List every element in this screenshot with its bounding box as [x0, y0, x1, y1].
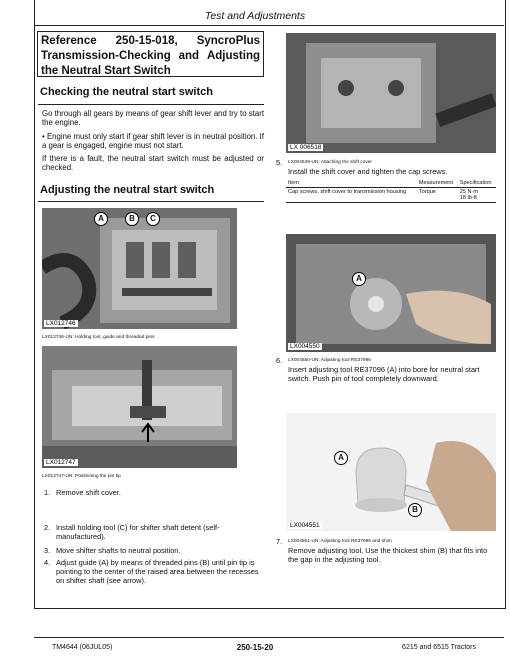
footer-doc-id: TM4644 (06JUL05) — [52, 644, 113, 651]
checking-heading: Checking the neutral start switch — [40, 86, 213, 98]
step-number: 1. — [44, 488, 51, 497]
footer-page-number: 250-15-20 — [236, 643, 274, 652]
step-text: Install the shift cover and tighten the cap screws. — [288, 167, 448, 176]
step-number: 4. — [44, 558, 51, 567]
reference-line3: the Neutral Start Switch — [41, 65, 171, 77]
reference-line2-a: Transmission-Checking — [41, 50, 171, 62]
reference-line2-b: and — [178, 50, 200, 62]
reference-product: SyncroPlus — [196, 35, 260, 47]
spec-table-header-row — [286, 179, 496, 188]
step-text: Remove adjusting tool. Use the thickest shim (B) that fits into the gap in the adjusting tool. — [288, 546, 488, 564]
figure-shim-illustration — [286, 413, 496, 531]
step-number: 7. — [276, 537, 283, 546]
step-text: Insert adjusting tool RE37096 (A) into bore for neutral start switch. Push pin of tool completely downward. — [288, 365, 480, 383]
figure-label: LX012746 — [46, 320, 76, 327]
figure-label: LX 006518 — [290, 144, 322, 151]
callout-c: C — [146, 212, 160, 226]
callout-a: A — [352, 272, 366, 286]
adjusting-rule — [38, 201, 264, 202]
figure-shift-cover-photo — [286, 33, 496, 153]
step-5 — [276, 158, 496, 176]
step-1 — [44, 488, 262, 497]
spec-table — [286, 179, 496, 203]
figure-adjusting-tool-illustration — [286, 234, 496, 352]
header-rule — [34, 25, 504, 26]
figure-shim-photo — [286, 413, 496, 531]
callout-b: B — [125, 212, 139, 226]
callout-a: A — [334, 451, 348, 465]
step-caption: LX004549-UN: Attaching the shift cover — [288, 160, 372, 165]
figure-holding-tool-illustration — [42, 208, 237, 329]
figure-label: LX004550 — [290, 343, 320, 350]
header-title: Test and Adjustments — [204, 10, 306, 22]
checking-body — [42, 109, 264, 177]
spec-value-metric: 25 N·m — [459, 189, 479, 195]
step-number: 2. — [44, 523, 51, 532]
step-text: Remove shift cover. — [56, 488, 121, 497]
spec-header-specification: Specification — [458, 179, 496, 188]
step-text: Adjust guide (A) by means of threaded pins (B) until pin tip is pointing to the center of the raised area between the recesses on shifter shaft (see arrow). — [56, 558, 259, 585]
figure-adjusting-tool-photo — [286, 234, 496, 352]
step-number: 3. — [44, 546, 51, 555]
checking-paragraph-1: Go through all gears by means of gear shift lever and try to start the engine. — [42, 109, 264, 128]
checking-paragraph-2: • Engine must only start if gear shift lever is in neutral position. If a gear is engaged, engine must not start. — [42, 131, 264, 150]
figure-caption: LX012746-UN: Holding tool, guide and threaded pins — [42, 335, 155, 340]
step-number: 5. — [276, 158, 283, 167]
adjusting-heading: Adjusting the neutral start switch — [40, 184, 215, 196]
footer-model: 6215 and 6515 Tractors — [402, 644, 476, 651]
figure-shift-cover-illustration — [286, 33, 496, 153]
checking-rule — [38, 104, 264, 105]
step-3 — [44, 546, 262, 555]
spec-header-measurement: Measurement — [417, 179, 458, 188]
checking-paragraph-3: If there is a fault, the neutral start switch must be adjusted or checked. — [42, 154, 264, 173]
step-caption: LX004551-UN: Adjusting tool RE37996 and shim — [288, 539, 392, 544]
figure-holding-tool-photo — [42, 208, 237, 329]
step-caption: LX004550-UN: Adjusting tool RE37996 — [288, 358, 371, 363]
spec-value-imperial: 18 lb-ft — [459, 195, 477, 201]
reference-number: 250-15-018, — [115, 35, 178, 47]
spec-value — [458, 188, 496, 203]
step-7 — [276, 537, 496, 564]
step-2 — [44, 523, 262, 541]
figure-pin-tip-photo — [42, 346, 237, 468]
reference-word: Reference — [41, 35, 97, 47]
step-6 — [276, 356, 496, 383]
figure-label: LX012747 — [46, 459, 76, 466]
spec-table-row — [286, 188, 496, 203]
callout-a: A — [94, 212, 108, 226]
figure-pin-tip-illustration — [42, 346, 237, 468]
reference-title-box — [37, 31, 264, 77]
step-number: 6. — [276, 356, 283, 365]
footer-rule — [34, 637, 504, 638]
spec-measurement: Torque — [417, 188, 458, 203]
figure-caption: LX012747-UN: Positioning the pin tip — [42, 474, 121, 479]
callout-b: B — [408, 503, 422, 517]
step-text: Move shifter shafts to neutral position. — [56, 546, 181, 555]
step-text: Install holding tool (C) for shifter shaft detent (self-manufactured). — [56, 523, 220, 541]
reference-line2-c: Adjusting — [206, 50, 260, 62]
spec-item: Cap screws, shift cover to transmission housing — [286, 188, 417, 203]
step-4 — [44, 558, 262, 585]
spec-header-item: Item — [286, 179, 417, 188]
figure-label: LX004551 — [290, 522, 320, 529]
